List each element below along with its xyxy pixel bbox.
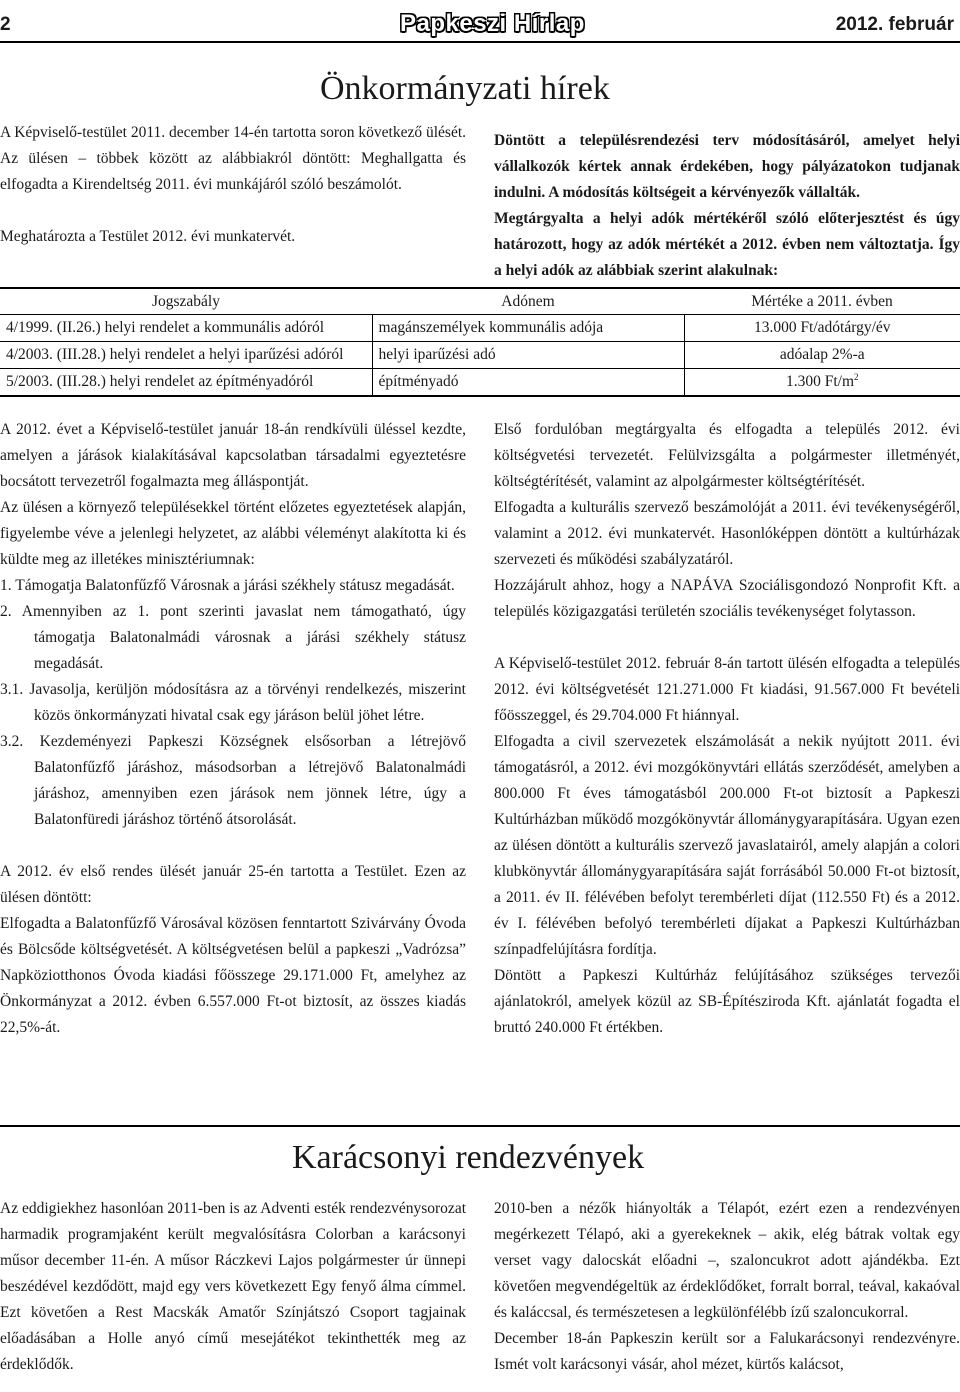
paragraph: A 2012. évet a Képviselő-testület január 18-án rendkívüli üléssel kezdte, amelyen a járások kialakításával kapcsolatban társadalmi egyeztetésre bocsátott tervezetről fogalmazta meg álláspontját. [0, 421, 466, 490]
list-item: 2. Amennyiben az 1. pont szerinti javaslat nem támogatható, úgy támogatja Balatonalmádi városnak a járási székhely státusz megadását. [0, 603, 466, 672]
table-cell: magánszemélyek kommunális adója [372, 315, 684, 342]
paragraph: Meghatározta a Testület 2012. évi munkatervét. [0, 228, 296, 245]
intro-left-column [0, 120, 466, 250]
main-right-column [494, 417, 960, 1041]
paragraph: Az eddigiekhez hasonlóan 2011-ben is az Adventi esték rendezvénysorozat harmadik programjaként került megvalósításra Colorban a karácsonyi műsor december 11-én. A műsor Ráczkevi Lajos polgármester úr ünnepi beszédével kezdődött, majd egy vers következett Egy fenyő álma címmel. Ezt követően a Rest Macskák Amatőr Színjátszó Csoport tagjainak előadásában a Holle anyó című mesejátékot tekinthették meg az érdeklődők. [0, 1200, 466, 1373]
paragraph: A 2012. év első rendes ülését január 25-én tartotta a Testület. Ezen az ülésen döntött: [0, 863, 466, 906]
section-divider [0, 1125, 960, 1127]
table-cell: 4/2003. (III.28.) helyi rendelet a helyi iparűzési adóról [0, 342, 372, 369]
table-cell: 4/1999. (II.26.) helyi rendelet a kommunális adóról [0, 315, 372, 342]
paragraph: December 18-án Papkeszin került sor a Falukarácsonyi rendezvényre. Ismét volt karácsonyi vásár, ahol mézet, kürtős kalácsot, [494, 1330, 960, 1373]
table-row [0, 369, 960, 397]
publication-title: Papkeszi Hírlap [400, 10, 585, 37]
paragraph: Döntött a Papkeszi Kultúrház felújításához szükséges tervezői ajánlatokról, amelyek közül az SB-Építésziroda Kft. ajánlatát fogadta el bruttó 240.000 Ft értékben. [494, 967, 960, 1036]
paragraph: A Képviselő-testület 2012. február 8-án tartott ülésén elfogadta a település 2012. évi költségvetését 121.271.000 Ft kiadási, 91.567.000 Ft bevételi főösszeggel, és 29.704.000 Ft hiánnyal. [494, 655, 960, 724]
local-taxes-table [0, 287, 960, 397]
paragraph: Megtárgyalta a helyi adók mértékéről szóló előterjesztést és úgy határozott, hogy az adók mértékét a 2012. évben nem változtatja. Így a helyi adók az alábbiak szerint alakulnak: [494, 210, 960, 279]
issue-date: 2012. február [835, 14, 954, 35]
main-left-column [0, 417, 466, 1041]
intro-right-column [494, 128, 960, 284]
paragraph: Elfogadta a Balatonfűzfő Városával közösen fenntartott Szivárvány Óvoda és Bölcsőde költségvetését. A költségvetésen belül a papkeszi „Vadrózsa” Napköziotthonos Óvoda kiadási főösszege 29.171.000 Ft, amelyhez az Önkormányzat a 2012. évben 6.557.000 Ft-ot biztosít, az összes kiadás 22,5%-át. [0, 915, 466, 1036]
page-number: 2 [0, 14, 11, 35]
header-rule [0, 41, 960, 43]
paragraph: 2010-ben a nézők hiányolták a Télapót, ezért ezen a rendezvényen megérkezett Télapó, aki a gyerekeknek – akik, elég bátrak voltak egy verset vagy dalocskát előadni –, szaloncukrot adott ajándékba. Ezt követően megvendégeltük az érdeklődőket, forralt borral, teával, kakaóval és kaláccsal, és természetesen a legkülönfélébb ízű szaloncukorral. [494, 1200, 960, 1321]
column-header: Adónem [372, 288, 684, 315]
table-cell: 13.000 Ft/adótárgy/év [684, 315, 960, 342]
paragraph: Első fordulóban megtárgyalta és elfogadta a település 2012. évi költségvetési tervezetét. Felülvizsgálta a polgármester illetményét, költségtérítését, valamint az alpolgármester költségtérítését. [494, 421, 960, 490]
list-item: 3.1. Javasolja, kerüljön módosításra az a törvényi rendelkezés, miszerint közös önkormányzati hivatal csak egy járáson belül jöhet létre. [0, 681, 466, 724]
column-header: Mértéke a 2011. évben [684, 288, 960, 315]
table-cell [684, 369, 960, 397]
section-title-karacsonyi: Karácsonyi rendezvények [292, 1139, 645, 1176]
list-item: 1. Támogatja Balatonfűzfő Városnak a járási székhely státusz megadását. [0, 577, 455, 594]
paragraph: Elfogadta a civil szervezetek elszámolását a nekik nyújtott 2011. évi támogatásról, a 2012. évi mozgókönyvtári ellátás szerződését, amelyben a 800.000 Ft éves támogatásból 200.000 Ft-ot biztosít a Papkeszi Kultúrházban működő mozgókönyvtár állománygyarapítására. Ugyan ezen az ülésen döntött a kulturális szervező javaslatairól, amely alapján a colori klubkönyvtár állománygyarapítására saját forrásából 50.000 Ft-ot biztosít, a 2011. év II. félévében befolyt terembérleti díjat (112.550 Ft) és a 2012. év I. félévében befolyó terembérleti díjakat a Papkeszi Kultúrházban színpadfelújításra fordítja. [494, 733, 960, 958]
section-title-onkormanyzati: Önkormányzati hírek [320, 70, 610, 107]
paragraph: Hozzájárult ahhoz, hogy a NAPÁVA Szociálisgondozó Nonprofit Kft. a település közigazgatási területén szociális tevékenységet folytasson. [494, 577, 960, 620]
cell-value: 1.300 Ft/m [785, 373, 855, 391]
paragraph: Elfogadta a kulturális szervező beszámolóját a 2011. évi tevékenységéről, valamint a 2012. évi munkatervét. Hasonlóképpen döntött a kultúrházak szervezeti és működési szabályzatáról. [494, 499, 960, 568]
table-cell: adóalap 2%-a [684, 342, 960, 369]
christmas-right-column [494, 1196, 960, 1378]
table-cell: 5/2003. (III.28.) helyi rendelet az építményadóról [0, 369, 372, 397]
christmas-left-column [0, 1196, 466, 1378]
paragraph: A Képviselő-testület 2011. december 14-én tartotta soron következő ülését. Az ülésen – többek között az alábbiakról döntött: Meghallgatta és elfogadta a Kirendeltség 2011. évi munkájáról szóló beszámolót. [0, 124, 467, 193]
paragraph: Döntött a településrendezési terv módosításáról, amelyet helyi vállalkozók kértek annak érdekében, hogy pályázatokon tudjanak indulni. A módosítás költségeit a kérvényezők vállalták. [494, 132, 960, 201]
column-header: Jogszabály [0, 288, 372, 315]
table-row [0, 315, 960, 342]
table-header-row [0, 288, 960, 315]
table-row [0, 342, 960, 369]
table-cell: helyi iparűzési adó [372, 342, 684, 369]
list-item: 3.2. Kezdeményezi Papkeszi Községnek elsősorban a létrejövő Balatonfűzfő járáshoz, másodsorban a létrejövő Balatonalmádi járáshoz, amennyiben ezen járások nem jönnek létre, úgy a Balatonfüredi járáshoz történő átsorolását. [0, 733, 466, 828]
table-cell: építményadó [372, 369, 684, 397]
unit-superscript: 2 [854, 372, 859, 383]
paragraph: Az ülésen a környező településekkel történt előzetes egyeztetések alapján, figyelembe véve a jelenlegi helyzetet, az alábbi véleményt alakította ki és küldte meg az illetékes minisztériumnak: [0, 499, 466, 568]
